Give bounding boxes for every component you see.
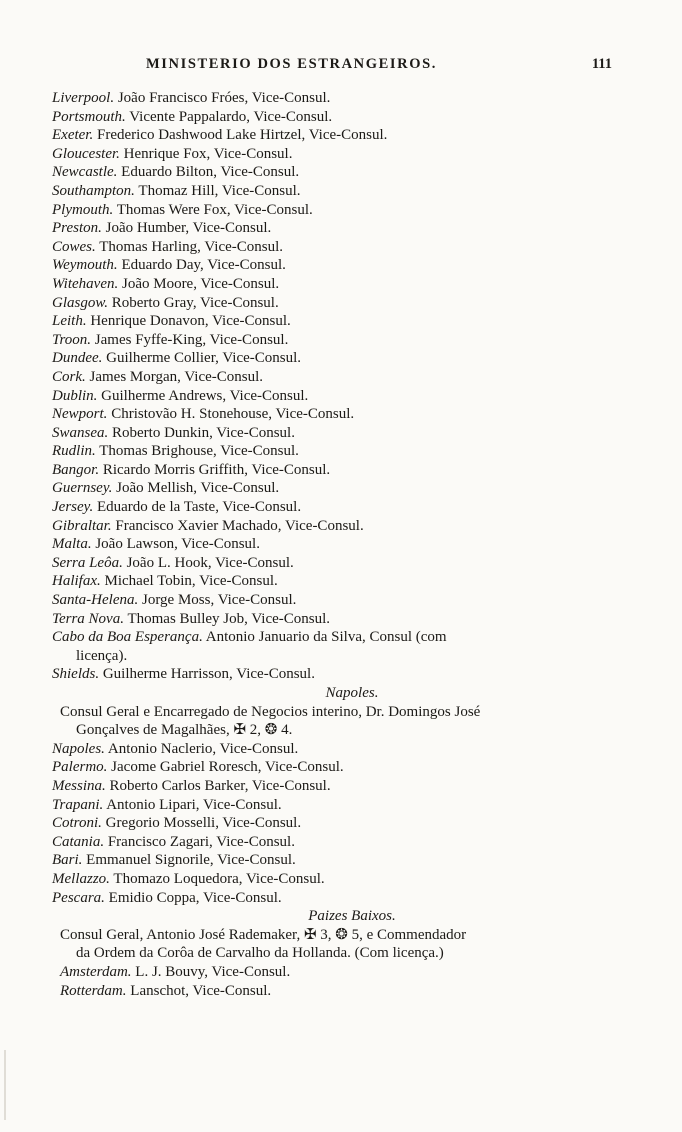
entry-text: Henrique Donavon, Vice-Consul.	[90, 313, 291, 330]
list-item	[0, 554, 682, 573]
entry-text: Thomas Were Fox, Vice-Consul.	[116, 201, 313, 218]
list-item	[0, 814, 682, 833]
list-item	[0, 275, 682, 294]
list-item	[0, 442, 682, 461]
page-header	[0, 56, 682, 80]
entry-text: James Fyffe-King, Vice-Consul.	[94, 331, 289, 348]
place-name: Rotterdam.	[60, 982, 127, 999]
place-name: Mellazzo.	[52, 870, 110, 887]
entry-text: Guilherme Andrews, Vice-Consul.	[101, 387, 309, 404]
entry-text: Roberto Gray, Vice-Consul.	[111, 294, 279, 311]
list-item	[0, 796, 682, 815]
list-item	[0, 591, 682, 610]
list-item	[0, 777, 682, 796]
list-item	[0, 331, 682, 350]
list-item	[0, 982, 682, 1001]
entry-text: Emmanuel Signorile, Vice-Consul.	[86, 852, 296, 869]
list-item	[0, 312, 682, 331]
place-name: Cork.	[52, 368, 86, 385]
place-name: Weymouth.	[52, 257, 118, 274]
place-name: Shields.	[52, 666, 100, 683]
place-name: Malta.	[52, 536, 92, 553]
place-name: Palermo.	[52, 759, 108, 776]
section-title: Paizes Baixos.	[308, 908, 396, 925]
list-item	[0, 647, 682, 666]
list-item	[0, 535, 682, 554]
place-name: Cabo da Boa Esperança.	[52, 629, 203, 646]
place-name: Swansea.	[52, 424, 109, 441]
entry-text: Henrique Fox, Vice-Consul.	[123, 145, 293, 162]
section-title: Napoles.	[325, 685, 379, 701]
entry-text: Guilherme Collier, Vice-Consul.	[106, 350, 302, 367]
entry-text: Lanschot, Vice-Consul.	[130, 982, 272, 999]
list-item	[0, 610, 682, 629]
entry-text: Thomaz Hill, Vice-Consul.	[138, 182, 301, 199]
entry-text: Ricardo Morris Griffith, Vice-Consul.	[102, 461, 331, 478]
place-name: Newport.	[52, 406, 108, 423]
place-name: Pescara.	[52, 889, 105, 906]
list-item	[0, 479, 682, 498]
list-item	[0, 163, 682, 182]
entry-text: Antonio Naclerio, Vice-Consul.	[107, 740, 299, 757]
place-name: Terra Nova.	[52, 610, 124, 627]
place-name: Newcastle.	[52, 164, 118, 181]
place-name: Napoles.	[52, 740, 105, 757]
entry-text: Antonio Lipari, Vice-Consul.	[106, 796, 282, 813]
list-item	[0, 870, 682, 889]
entry-text: Francisco Xavier Machado, Vice-Consul.	[115, 517, 364, 534]
entry-text: Christovão H. Stonehouse, Vice-Consul.	[111, 406, 355, 423]
list-item	[0, 628, 682, 647]
entry-text: Thomas Brighouse, Vice-Consul.	[99, 443, 299, 460]
entry-text: Gregorio Mosselli, Vice-Consul.	[105, 815, 302, 832]
entry-text: Gonçalves de Magalhães, ✠ 2, ❂ 4.	[76, 722, 293, 739]
list-item	[0, 387, 682, 406]
place-name: Preston.	[52, 220, 102, 237]
section-heading	[0, 907, 682, 926]
page-number: 111	[591, 56, 612, 72]
place-name: Bari.	[52, 852, 83, 869]
entry-text: João Francisco Fróes, Vice-Consul.	[117, 90, 331, 106]
place-name: Dublin.	[52, 387, 98, 404]
list-item	[0, 517, 682, 536]
list-item	[0, 349, 682, 368]
place-name: Witehaven.	[52, 275, 119, 292]
place-name: Glasgow.	[52, 294, 108, 311]
entry-text: Thomazo Loquedora, Vice-Consul.	[113, 870, 325, 887]
place-name: Halifax.	[52, 573, 101, 590]
running-title: MINISTERIO DOS ESTRANGEIROS.	[146, 56, 437, 72]
binding-margin-mark	[4, 1050, 6, 1120]
place-name: Portsmouth.	[52, 108, 126, 125]
list-item	[0, 926, 682, 945]
list-item	[0, 963, 682, 982]
entry-text: Jacome Gabriel Roresch, Vice-Consul.	[111, 759, 344, 776]
list-item	[0, 665, 682, 684]
place-name: Rudlin.	[52, 443, 96, 460]
place-name: Gloucester.	[52, 145, 120, 162]
list-item	[0, 126, 682, 145]
list-item	[0, 368, 682, 387]
place-name: Leith.	[52, 313, 87, 330]
place-name: Messina.	[52, 777, 106, 794]
list-item	[0, 461, 682, 480]
place-name: Catania.	[52, 833, 105, 850]
place-name: Gibraltar.	[52, 517, 112, 534]
entry-text: da Ordem da Corôa de Carvalho da Hollanda. (Com licença.)	[76, 945, 444, 962]
entry-text: Francisco Zagari, Vice-Consul.	[107, 833, 295, 850]
place-name: Exeter.	[52, 127, 94, 144]
list-item	[0, 294, 682, 313]
list-item	[0, 851, 682, 870]
entry-text: L. J. Bouvy, Vice-Consul.	[135, 963, 291, 980]
place-name: Southampton.	[52, 182, 135, 199]
entry-text: Emidio Coppa, Vice-Consul.	[108, 889, 282, 906]
document-body	[0, 89, 682, 1000]
entry-text: James Morgan, Vice-Consul.	[89, 368, 264, 385]
list-item	[0, 89, 682, 108]
entry-text: João Mellish, Vice-Consul.	[116, 480, 280, 497]
entry-text: Vicente Pappalardo, Vice-Consul.	[129, 108, 333, 125]
list-item	[0, 740, 682, 759]
list-item	[0, 145, 682, 164]
list-item	[0, 944, 682, 963]
list-item	[0, 889, 682, 908]
list-item	[0, 405, 682, 424]
place-name: Bangor.	[52, 461, 100, 478]
place-name: Guernsey.	[52, 480, 113, 497]
entry-text: João L. Hook, Vice-Consul.	[126, 554, 294, 571]
list-item	[0, 833, 682, 852]
entry-text: licença).	[76, 647, 128, 664]
place-name: Cowes.	[52, 238, 96, 255]
entry-text: Jorge Moss, Vice-Consul.	[141, 592, 297, 609]
place-name: Dundee.	[52, 350, 103, 367]
list-item	[0, 201, 682, 220]
list-item	[0, 256, 682, 275]
entry-text: Consul Geral, Antonio José Rademaker, ✠ 3, ❂ 5, e Commendador	[60, 926, 467, 943]
entry-text: Eduardo Bilton, Vice-Consul.	[121, 164, 300, 181]
place-name: Plymouth.	[52, 201, 114, 218]
place-name: Liverpool.	[52, 90, 115, 106]
entry-text: Roberto Dunkin, Vice-Consul.	[112, 424, 295, 441]
entry-text: Roberto Carlos Barker, Vice-Consul.	[109, 777, 331, 794]
list-item	[0, 572, 682, 591]
list-item	[0, 182, 682, 201]
entry-text: Guilherme Harrisson, Vice-Consul.	[102, 666, 315, 683]
entry-text: Consul Geral e Encarregado de Negocios interino, Dr. Domingos José	[60, 703, 481, 720]
place-name: Troon.	[52, 331, 92, 348]
entry-text: João Moore, Vice-Consul.	[121, 275, 280, 292]
list-item	[0, 108, 682, 127]
list-item	[0, 424, 682, 443]
place-name: Santa-Helena.	[52, 592, 139, 609]
place-name: Cotroni.	[52, 815, 102, 832]
entry-text: Frederico Dashwood Lake Hirtzel, Vice-Consul.	[96, 127, 388, 144]
entry-text: João Lawson, Vice-Consul.	[95, 536, 260, 553]
place-name: Amsterdam.	[60, 963, 132, 980]
entry-text: Thomas Bulley Job, Vice-Consul.	[127, 610, 331, 627]
list-item	[0, 498, 682, 517]
list-item	[0, 219, 682, 238]
entry-text: Eduardo Day, Vice-Consul.	[121, 257, 286, 274]
place-name: Trapani.	[52, 796, 104, 813]
list-item	[0, 758, 682, 777]
list-item	[0, 703, 682, 722]
entry-text: Michael Tobin, Vice-Consul.	[104, 573, 278, 590]
place-name: Jersey.	[52, 499, 94, 516]
entry-text: Thomas Harling, Vice-Consul.	[99, 238, 284, 255]
entry-text: Antonio Januario da Silva, Consul (com	[205, 629, 447, 646]
entry-text: João Humber, Vice-Consul.	[105, 220, 272, 237]
list-item	[0, 238, 682, 257]
entry-text: Eduardo de la Taste, Vice-Consul.	[96, 499, 302, 516]
section-heading	[0, 684, 682, 703]
place-name: Serra Leôa.	[52, 554, 123, 571]
list-item	[0, 721, 682, 740]
